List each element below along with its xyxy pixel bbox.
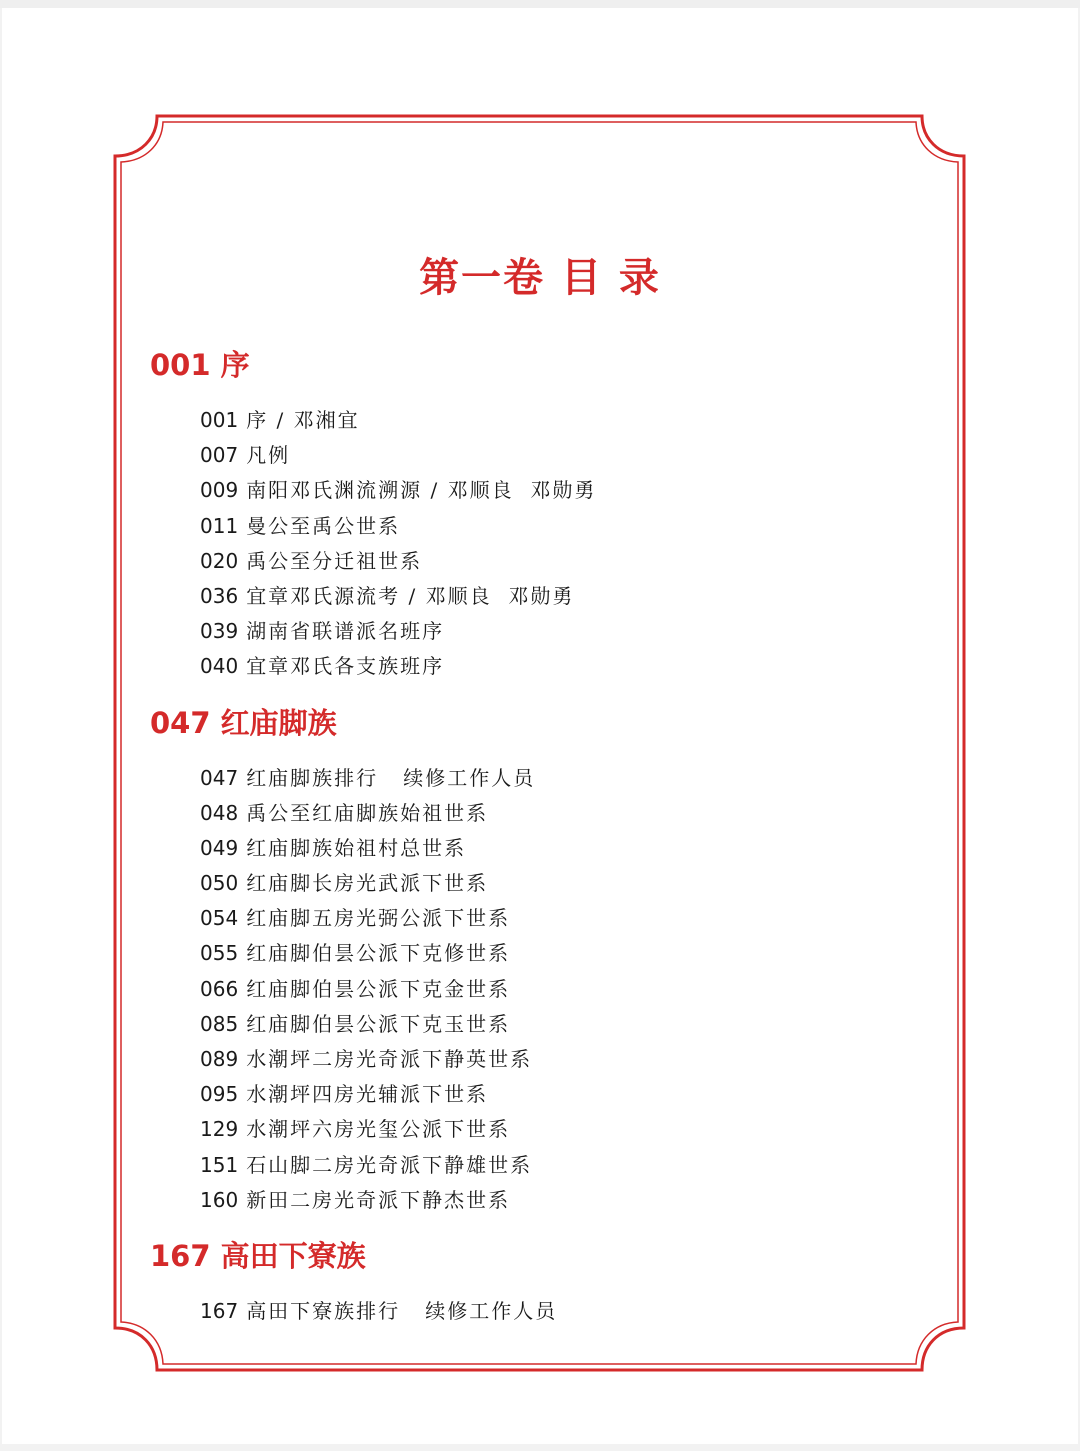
entry-page-number: 167 [200, 1298, 239, 1323]
toc-entry [150, 1183, 930, 1218]
toc-entry [150, 614, 930, 649]
section-heading [150, 701, 930, 745]
entry-title: 水潮坪六房光玺公派下世系 [246, 1117, 511, 1142]
entry-title: 石山脚二房光奇派下静雄世系 [246, 1152, 533, 1177]
entry-page-number: 066 [200, 976, 239, 1001]
entry-title: 禹公至分迁祖世系 [246, 548, 423, 573]
entry-title: 禹公至红庙脚族始祖世系 [246, 800, 489, 825]
entry-title: 红庙脚族始祖村总世系 [246, 835, 467, 860]
toc-entry [150, 649, 930, 684]
entry-page-number: 047 [200, 765, 239, 790]
entry-page-number: 001 [200, 408, 239, 432]
toc-entry [150, 544, 930, 579]
entry-title: 序 / 邓湘宜 [246, 408, 360, 432]
section-title: 红庙脚族 [220, 705, 337, 740]
toc-entry [150, 403, 930, 438]
entry-page-number: 036 [200, 583, 239, 608]
entry-title: 湖南省联谱派名班序 [246, 619, 445, 644]
entry-page-number: 039 [200, 619, 239, 644]
toc-entry [150, 796, 930, 831]
entry-title: 红庙脚伯昙公派下克玉世系 [246, 1011, 511, 1036]
toc-entry [150, 579, 930, 614]
entry-page-number: 007 [200, 443, 239, 468]
toc-entry [150, 509, 930, 544]
entry-page-number: 049 [200, 835, 239, 860]
toc-entry [150, 438, 930, 473]
entry-title: 红庙脚伯昙公派下克修世系 [246, 941, 511, 966]
entry-title: 红庙脚五房光弼公派下世系 [246, 906, 511, 931]
entry-page-number: 011 [200, 513, 239, 538]
entry-page-number: 050 [200, 871, 239, 896]
entry-title: 红庙脚长房光武派下世系 [246, 871, 489, 896]
entry-title: 南阳邓氏渊流溯源 / 邓顺良 邓勋勇 [246, 478, 597, 503]
top-strip [0, 0, 1080, 8]
entry-page-number: 020 [200, 548, 239, 573]
toc-entry [150, 1294, 930, 1329]
toc-entry [150, 761, 930, 796]
entry-page-number: 089 [200, 1047, 239, 1071]
toc-entry [150, 1042, 930, 1077]
section-heading [150, 1234, 930, 1278]
toc-section [150, 701, 930, 1234]
entry-page-number: 048 [200, 800, 239, 825]
section-heading [150, 343, 930, 387]
entry-page-number: 055 [200, 941, 239, 966]
toc-section [150, 1234, 930, 1329]
toc-entry [150, 936, 930, 971]
section-title: 高田下寮族 [220, 1238, 366, 1273]
toc-entry [150, 1112, 930, 1147]
toc-entry [150, 972, 930, 1007]
entry-title: 水潮坪四房光辅派下世系 [246, 1082, 489, 1107]
entry-title: 水潮坪二房光奇派下静英世系 [246, 1047, 533, 1071]
entry-page-number: 009 [200, 478, 239, 503]
section-page-number: 047 [150, 705, 211, 740]
section-title: 序 [220, 348, 250, 382]
entry-title: 宜章邓氏源流考 / 邓顺良 邓勋勇 [246, 583, 575, 608]
entry-list [150, 761, 930, 1218]
toc-entry [150, 1148, 930, 1183]
entry-page-number: 085 [200, 1011, 239, 1036]
entry-title: 高田下寮族排行 续修工作人员 [246, 1298, 558, 1323]
toc-section [150, 343, 930, 701]
entry-page-number: 160 [200, 1187, 239, 1212]
toc-entry [150, 831, 930, 866]
entry-page-number: 040 [200, 654, 239, 679]
entry-page-number: 129 [200, 1117, 239, 1142]
entry-list [150, 403, 930, 685]
toc-entry [150, 901, 930, 936]
entry-title: 红庙脚伯昙公派下克金世系 [246, 976, 511, 1001]
section-page-number: 001 [150, 348, 211, 382]
entry-title: 红庙脚族排行 续修工作人员 [246, 765, 536, 790]
toc-entry [150, 1077, 930, 1112]
table-of-contents [150, 343, 930, 1329]
entry-title: 凡例 [246, 443, 291, 468]
toc-entry [150, 473, 930, 508]
entry-page-number: 054 [200, 906, 239, 931]
toc-entry [150, 866, 930, 901]
entry-page-number: 151 [200, 1152, 239, 1177]
entry-title: 曼公至禹公世系 [246, 513, 401, 538]
entry-title: 新田二房光奇派下静杰世系 [246, 1187, 511, 1212]
section-page-number: 167 [150, 1238, 211, 1273]
entry-page-number: 095 [200, 1082, 239, 1107]
entry-title: 宜章邓氏各支族班序 [246, 654, 445, 679]
page-title: 第一卷 目 录 [419, 254, 661, 301]
toc-entry [150, 1007, 930, 1042]
entry-list [150, 1294, 930, 1329]
